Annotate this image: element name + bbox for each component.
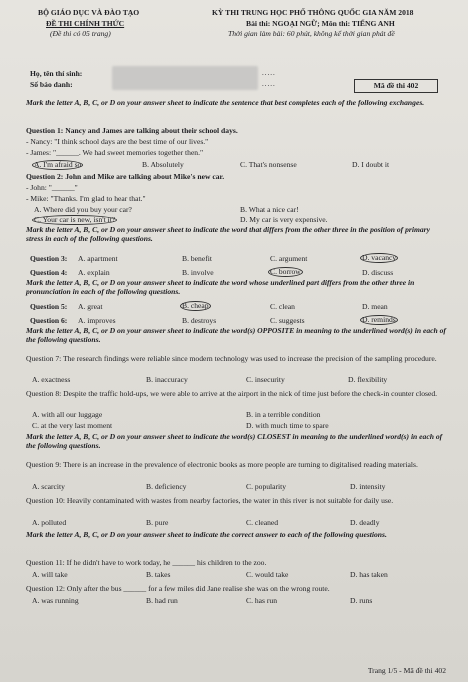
q1-option-d: D. I doubt it	[352, 160, 390, 169]
q11-stem: Question 11: If he didn't have to work today, he ______ his children to the zoo.	[26, 558, 267, 567]
name-dots: .....	[262, 69, 276, 77]
exam-time: Thời gian làm bài: 60 phút, không kể thời gian phát đề	[228, 29, 395, 38]
page-footer: Trang 1/5 - Mã đề thi 402	[367, 666, 446, 675]
q10-option-a: A. polluted	[32, 518, 67, 527]
q11-option-c: C. would take	[246, 570, 289, 579]
q4-option-c: C. borrow	[270, 267, 301, 276]
q9-option-d: D. intensity	[350, 482, 386, 491]
q3-option-c: C. argument	[270, 254, 308, 263]
q8-option-b: B. in a terrible condition	[246, 410, 321, 419]
q11-option-d: D. has taken	[350, 570, 388, 579]
instruction-exchanges: Mark the letter A, B, C, or D on your answer sheet to indicate the sentence that best completes each of the following exchanges.	[26, 98, 425, 107]
q1-option-c: C. That's nonsense	[240, 160, 297, 169]
official-label: ĐỀ THI CHÍNH THỨC	[46, 19, 125, 28]
candidate-name-label: Họ, tên thí sinh:	[30, 69, 83, 78]
q2-line-2: - Mike: "Thanks. I'm glad to hear that."	[26, 194, 146, 203]
ministry-name: BỘ GIÁO DỤC VÀ ĐÀO TẠO	[38, 8, 140, 17]
q10-stem: Question 10: Heavily contaminated with wastes from nearby factories, the water in this river is not suitable for daily use.	[26, 496, 394, 505]
q7-option-c: C. insecurity	[246, 375, 285, 384]
q3-label: Question 3:	[30, 254, 68, 263]
q5-option-c: C. clean	[270, 302, 295, 311]
q8-option-c: C. at the very last moment	[32, 421, 113, 430]
q12-option-c: C. has run	[246, 596, 278, 605]
q8-option-a: A. with all our luggage	[32, 410, 103, 419]
q1-stem: Question 1: Nancy and James are talking about their school days.	[26, 126, 238, 135]
q9-option-a: A. scarcity	[32, 482, 65, 491]
q1-line-1: - Nancy: "I think school days are the best time of our lives."	[26, 137, 209, 146]
q1-line-2: - James: "______. We had sweet memories together then."	[26, 148, 204, 157]
q6-option-a: A. improves	[78, 316, 116, 325]
q4-option-d: D. discuss	[362, 268, 394, 277]
q11-option-a: A. will take	[32, 570, 68, 579]
id-dots: .....	[262, 80, 276, 88]
q7-stem: Question 7: The research findings were reliable since modern technology was used to increase the precision of the sampling procedure.	[26, 354, 437, 363]
q8-option-d: D. with much time to spare	[246, 421, 329, 430]
q6-option-b: B. destroys	[182, 316, 217, 325]
q5-label: Question 5:	[30, 302, 68, 311]
instruction-pronunciation: Mark the letter A, B, C, or D on your answer sheet to indicate the word whose underlined part differs from the other three in pronunciation in each of the following questions.	[26, 278, 415, 297]
q2-option-d: D. My car is very expensive.	[240, 215, 328, 224]
q10-option-d: D. deadly	[350, 518, 380, 527]
exam-subject: Bài thi: NGOẠI NGỮ; Môn thi: TIẾNG ANH	[246, 19, 395, 28]
instruction-closest: Mark the letter A, B, C, or D on your answer sheet to indicate the word(s) CLOSEST in meaning to the underlined word(s) in each of the following questions.	[26, 432, 443, 451]
redacted-candidate-info	[112, 66, 258, 90]
q3-option-b: B. benefit	[182, 254, 212, 263]
q2-stem: Question 2: John and Mike are talking about Mike's new car.	[26, 172, 225, 181]
candidate-id-label: Số báo danh:	[30, 80, 73, 89]
q4-option-b: B. involve	[182, 268, 214, 277]
q7-option-b: B. inaccuracy	[146, 375, 188, 384]
q1-option-a: A. I'm afraid so	[34, 160, 82, 169]
q2-option-c: C. Your car is new, isn't it?	[34, 215, 116, 224]
q6-label: Question 6:	[30, 316, 68, 325]
exam-code-box: Mã đề thi 402	[354, 79, 438, 93]
q12-option-b: B. had run	[146, 596, 178, 605]
q7-option-a: A. exactness	[32, 375, 71, 384]
q6-option-c: C. suggests	[270, 316, 305, 325]
exam-title: KỲ THI TRUNG HỌC PHỔ THÔNG QUỐC GIA NĂM 2018	[212, 8, 414, 17]
q10-option-b: B. pure	[146, 518, 169, 527]
q9-option-b: B. deficiency	[146, 482, 187, 491]
q2-option-b: B. What a nice car!	[240, 205, 299, 214]
q7-option-d: D. flexibility	[348, 375, 388, 384]
q10-option-c: C. cleaned	[246, 518, 279, 527]
q1-option-b: B. Absolutely	[142, 160, 184, 169]
q3-option-a: A. apartment	[78, 254, 118, 263]
instruction-correct-answer: Mark the letter A, B, C, or D on your answer sheet to indicate the correct answer to each of the following questions.	[26, 530, 387, 539]
q11-option-b: B. takes	[146, 570, 171, 579]
q9-stem: Question 9: There is an increase in the prevalence of electronic books as more people are turning to digitalised reading materials.	[26, 460, 418, 469]
q8-stem: Question 8: Despite the traffic hold-ups, we were able to arrive at the airport in the nick of time just before the check-in counter closed.	[26, 389, 438, 398]
instruction-opposite: Mark the letter A, B, C, or D on your answer sheet to indicate the word(s) OPPOSITE in meaning to the underlined word(s) in each of the following questions.	[26, 326, 446, 345]
instruction-stress: Mark the letter A, B, C, or D on your answer sheet to indicate the word that differs from the other three in the position of primary stress in each of the following questions.	[26, 225, 430, 244]
q12-stem: Question 12: Only after the bus ______ for a few miles did Jane realise she was on the wrong route.	[26, 584, 330, 593]
q3-option-d: D. vacancy	[362, 253, 397, 262]
q4-label: Question 4:	[30, 268, 68, 277]
q5-option-a: A. great	[78, 302, 103, 311]
q5-option-d: D. mean	[362, 302, 388, 311]
q2-line-1: - John: "______"	[26, 183, 78, 192]
pages-note: (Đề thi có 05 trang)	[50, 29, 111, 38]
q9-option-c: C. popularity	[246, 482, 287, 491]
q12-option-a: A. was running	[32, 596, 79, 605]
q12-option-d: D. runs	[350, 596, 373, 605]
q2-option-a: A. Where did you buy your car?	[34, 205, 132, 214]
q4-option-a: A. explain	[78, 268, 110, 277]
q6-option-d: D. reminds	[362, 315, 396, 324]
q5-option-b: B. cheap	[182, 301, 209, 310]
